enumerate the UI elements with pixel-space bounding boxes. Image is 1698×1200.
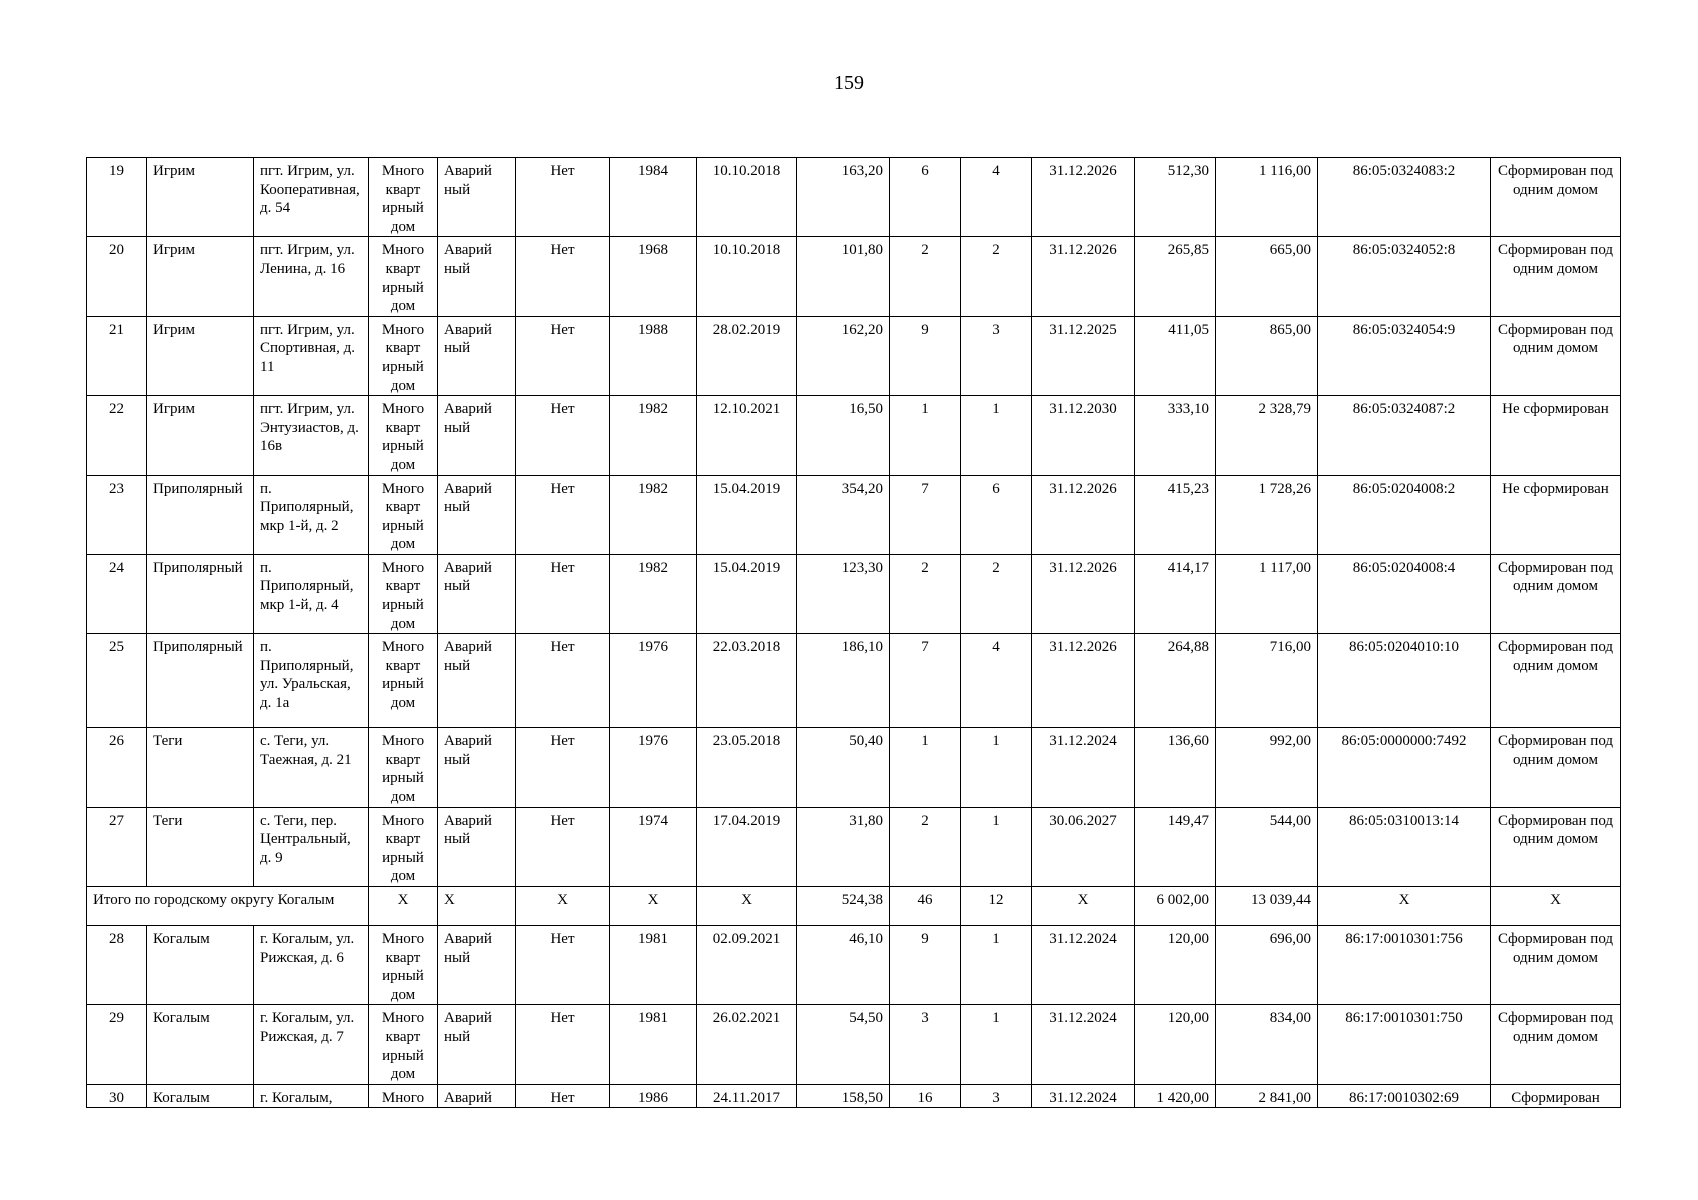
cell-house-type: Много кварт ирный дом <box>369 237 438 316</box>
cell-house-type: Много кварт ирный дом <box>369 807 438 886</box>
cell-status: Нет <box>516 475 610 554</box>
cell-recognition-date: X <box>697 887 797 926</box>
cell-apartments: 1 <box>961 396 1032 475</box>
cell-build-year: 1988 <box>610 316 697 395</box>
cell-status: Нет <box>516 1084 610 1107</box>
cell-cadastral-number: 86:05:0324083:2 <box>1318 158 1491 237</box>
cell-land-area: 414,17 <box>1135 554 1216 633</box>
cell-land-area: 6 002,00 <box>1135 887 1216 926</box>
cell-land-plot-status: Сформирован под одним домом <box>1491 316 1621 395</box>
cell-condition: Аварий <box>438 1084 516 1107</box>
cell-house-type: Много кварт ирный дом <box>369 728 438 807</box>
cell-deadline: 31.12.2026 <box>1032 475 1135 554</box>
cell-recognition-date: 24.11.2017 <box>697 1084 797 1107</box>
cell-address: пгт. Игрим, ул. Кооперативная, д. 54 <box>254 158 369 237</box>
cell-deadline: 31.12.2024 <box>1032 1084 1135 1107</box>
cell-house-type: Много кварт ирный дом <box>369 634 438 728</box>
cell-condition: Аварий ный <box>438 807 516 886</box>
cell-land-plot-status: Сформирован под одним домом <box>1491 807 1621 886</box>
cell-deadline: 31.12.2026 <box>1032 634 1135 728</box>
table-row <box>87 1084 1621 1107</box>
cell-status: Нет <box>516 634 610 728</box>
cell-deadline: 31.12.2026 <box>1032 158 1135 237</box>
cell-address: пгт. Игрим, ул. Ленина, д. 16 <box>254 237 369 316</box>
cell-recognition-date: 12.10.2021 <box>697 396 797 475</box>
cell-municipality: Приполярный <box>147 475 254 554</box>
cell-area: 158,50 <box>797 1084 890 1107</box>
cell-cost: 834,00 <box>1216 1005 1318 1084</box>
total-label: Итого по городскому округу Когалым <box>87 887 369 926</box>
cell-build-year: X <box>610 887 697 926</box>
cell-land-area: 149,47 <box>1135 807 1216 886</box>
cell-house-type: Много кварт ирный дом <box>369 158 438 237</box>
cell-land-plot-status: Не сформирован <box>1491 396 1621 475</box>
cell-municipality: Игрим <box>147 237 254 316</box>
cell-land-plot-status: X <box>1491 887 1621 926</box>
cell-row-number: 27 <box>87 807 147 886</box>
cell-recognition-date: 22.03.2018 <box>697 634 797 728</box>
cell-municipality: Приполярный <box>147 554 254 633</box>
cell-condition: Аварий ный <box>438 926 516 1005</box>
cell-deadline: 31.12.2024 <box>1032 1005 1135 1084</box>
cell-condition: Аварий ный <box>438 554 516 633</box>
cell-land-plot-status: Сформирован под одним домом <box>1491 554 1621 633</box>
cell-deadline: 31.12.2024 <box>1032 728 1135 807</box>
cell-cost: 2 328,79 <box>1216 396 1318 475</box>
cell-status: Нет <box>516 554 610 633</box>
cell-land-plot-status: Сформирован под одним домом <box>1491 1005 1621 1084</box>
cell-cost: 544,00 <box>1216 807 1318 886</box>
cell-condition: Аварий ный <box>438 1005 516 1084</box>
cell-land-area: 415,23 <box>1135 475 1216 554</box>
cell-apartments: 4 <box>961 158 1032 237</box>
cell-build-year: 1981 <box>610 926 697 1005</box>
cell-apartments: 1 <box>961 1005 1032 1084</box>
cell-condition: Аварий ный <box>438 475 516 554</box>
cell-cost: 1 117,00 <box>1216 554 1318 633</box>
cell-residents: 2 <box>890 554 961 633</box>
cell-recognition-date: 17.04.2019 <box>697 807 797 886</box>
cell-municipality: Теги <box>147 728 254 807</box>
cell-address: п. Приполярный, мкр 1-й, д. 2 <box>254 475 369 554</box>
cell-area: 524,38 <box>797 887 890 926</box>
cell-area: 101,80 <box>797 237 890 316</box>
cell-condition: Аварий ный <box>438 158 516 237</box>
cell-residents: 9 <box>890 316 961 395</box>
cell-status: X <box>516 887 610 926</box>
cell-deadline: 31.12.2030 <box>1032 396 1135 475</box>
cell-row-number: 23 <box>87 475 147 554</box>
cell-area: 50,40 <box>797 728 890 807</box>
cell-land-area: 265,85 <box>1135 237 1216 316</box>
cell-residents: 3 <box>890 1005 961 1084</box>
cell-cadastral-number: 86:05:0310013:14 <box>1318 807 1491 886</box>
cell-recognition-date: 02.09.2021 <box>697 926 797 1005</box>
cell-address: г. Когалым, <box>254 1084 369 1107</box>
cell-land-area: 120,00 <box>1135 1005 1216 1084</box>
cell-municipality: Теги <box>147 807 254 886</box>
cell-municipality: Приполярный <box>147 634 254 728</box>
cell-area: 46,10 <box>797 926 890 1005</box>
cell-area: 163,20 <box>797 158 890 237</box>
cell-cost: 1 116,00 <box>1216 158 1318 237</box>
cell-condition: Аварий ный <box>438 237 516 316</box>
cell-residents: 9 <box>890 926 961 1005</box>
cell-build-year: 1982 <box>610 554 697 633</box>
cell-address: г. Когалым, ул. Рижская, д. 7 <box>254 1005 369 1084</box>
cell-area: 31,80 <box>797 807 890 886</box>
cell-cost: 992,00 <box>1216 728 1318 807</box>
cell-residents: 7 <box>890 475 961 554</box>
cell-land-plot-status: Сформирован под одним домом <box>1491 634 1621 728</box>
cell-house-type: Много кварт ирный дом <box>369 316 438 395</box>
cell-land-area: 264,88 <box>1135 634 1216 728</box>
cell-apartments: 1 <box>961 807 1032 886</box>
cell-cadastral-number: 86:05:0204008:2 <box>1318 475 1491 554</box>
cell-area: 54,50 <box>797 1005 890 1084</box>
cell-condition: X <box>438 887 516 926</box>
table-row <box>87 237 1621 316</box>
cell-area: 16,50 <box>797 396 890 475</box>
cell-cadastral-number: 86:17:0010301:756 <box>1318 926 1491 1005</box>
cell-build-year: 1984 <box>610 158 697 237</box>
cell-build-year: 1982 <box>610 396 697 475</box>
table-row <box>87 728 1621 807</box>
cell-status: Нет <box>516 396 610 475</box>
cell-land-plot-status: Не сформирован <box>1491 475 1621 554</box>
cell-row-number: 19 <box>87 158 147 237</box>
cell-residents: 6 <box>890 158 961 237</box>
table-row <box>87 475 1621 554</box>
cell-build-year: 1974 <box>610 807 697 886</box>
cell-house-type: Много кварт ирный дом <box>369 554 438 633</box>
total-row <box>87 887 1621 926</box>
cell-land-plot-status: Сформирован <box>1491 1084 1621 1107</box>
cell-residents: 2 <box>890 807 961 886</box>
table-row <box>87 316 1621 395</box>
cell-house-type: Много кварт ирный дом <box>369 396 438 475</box>
cell-recognition-date: 15.04.2019 <box>697 475 797 554</box>
cell-residents: 16 <box>890 1084 961 1107</box>
cell-area: 123,30 <box>797 554 890 633</box>
cell-cadastral-number: 86:05:0000000:7492 <box>1318 728 1491 807</box>
cell-recognition-date: 10.10.2018 <box>697 158 797 237</box>
cell-row-number: 29 <box>87 1005 147 1084</box>
cell-recognition-date: 26.02.2021 <box>697 1005 797 1084</box>
cell-address: пгт. Игрим, ул. Спортивная, д. 11 <box>254 316 369 395</box>
cell-apartments: 1 <box>961 926 1032 1005</box>
cell-land-plot-status: Сформирован под одним домом <box>1491 728 1621 807</box>
cell-cadastral-number: X <box>1318 887 1491 926</box>
cell-area: 162,20 <box>797 316 890 395</box>
page-number: 159 <box>834 72 864 94</box>
cell-status: Нет <box>516 237 610 316</box>
cell-row-number: 28 <box>87 926 147 1005</box>
cell-row-number: 20 <box>87 237 147 316</box>
cell-residents: 1 <box>890 396 961 475</box>
cell-row-number: 25 <box>87 634 147 728</box>
cell-apartments: 2 <box>961 554 1032 633</box>
cell-cost: 665,00 <box>1216 237 1318 316</box>
cell-house-type: Много кварт ирный дом <box>369 475 438 554</box>
cell-condition: Аварий ный <box>438 316 516 395</box>
cell-cadastral-number: 86:05:0324054:9 <box>1318 316 1491 395</box>
cell-row-number: 21 <box>87 316 147 395</box>
cell-apartments: 3 <box>961 1084 1032 1107</box>
cell-land-area: 333,10 <box>1135 396 1216 475</box>
cell-municipality: Когалым <box>147 926 254 1005</box>
cell-apartments: 12 <box>961 887 1032 926</box>
cell-apartments: 3 <box>961 316 1032 395</box>
cell-cadastral-number: 86:05:0324052:8 <box>1318 237 1491 316</box>
cell-municipality: Игрим <box>147 158 254 237</box>
cell-apartments: 4 <box>961 634 1032 728</box>
cell-house-type: Много <box>369 1084 438 1107</box>
cell-status: Нет <box>516 316 610 395</box>
cell-build-year: 1968 <box>610 237 697 316</box>
cell-house-type: Много кварт ирный дом <box>369 926 438 1005</box>
cell-deadline: X <box>1032 887 1135 926</box>
cell-cost: 1 728,26 <box>1216 475 1318 554</box>
cell-residents: 46 <box>890 887 961 926</box>
cell-land-area: 411,05 <box>1135 316 1216 395</box>
cell-status: Нет <box>516 728 610 807</box>
cell-address: г. Когалым, ул. Рижская, д. 6 <box>254 926 369 1005</box>
cell-condition: Аварий ный <box>438 634 516 728</box>
cell-row-number: 22 <box>87 396 147 475</box>
cell-house-type: Много кварт ирный дом <box>369 1005 438 1084</box>
cell-land-plot-status: Сформирован под одним домом <box>1491 158 1621 237</box>
cell-row-number: 30 <box>87 1084 147 1107</box>
cell-deadline: 31.12.2026 <box>1032 237 1135 316</box>
cell-cost: 2 841,00 <box>1216 1084 1318 1107</box>
cell-land-area: 512,30 <box>1135 158 1216 237</box>
cell-condition: Аварий ный <box>438 728 516 807</box>
cell-house-type: X <box>369 887 438 926</box>
cell-recognition-date: 15.04.2019 <box>697 554 797 633</box>
cell-address: пгт. Игрим, ул. Энтузиастов, д. 16в <box>254 396 369 475</box>
cell-residents: 7 <box>890 634 961 728</box>
cell-address: п. Приполярный, ул. Уральская, д. 1а <box>254 634 369 728</box>
cell-municipality: Игрим <box>147 316 254 395</box>
cell-cadastral-number: 86:05:0204010:10 <box>1318 634 1491 728</box>
cell-land-plot-status: Сформирован под одним домом <box>1491 237 1621 316</box>
cell-municipality: Игрим <box>147 396 254 475</box>
cell-status: Нет <box>516 926 610 1005</box>
table-row <box>87 396 1621 475</box>
cell-row-number: 24 <box>87 554 147 633</box>
cell-deadline: 31.12.2025 <box>1032 316 1135 395</box>
cell-recognition-date: 23.05.2018 <box>697 728 797 807</box>
cell-municipality: Когалым <box>147 1084 254 1107</box>
cell-deadline: 31.12.2024 <box>1032 926 1135 1005</box>
cell-build-year: 1982 <box>610 475 697 554</box>
cell-status: Нет <box>516 807 610 886</box>
cell-land-area: 1 420,00 <box>1135 1084 1216 1107</box>
cell-apartments: 6 <box>961 475 1032 554</box>
cell-area: 354,20 <box>797 475 890 554</box>
table-row <box>87 807 1621 886</box>
cell-cost: 865,00 <box>1216 316 1318 395</box>
cell-cadastral-number: 86:05:0324087:2 <box>1318 396 1491 475</box>
cell-land-area: 120,00 <box>1135 926 1216 1005</box>
cell-build-year: 1976 <box>610 634 697 728</box>
cell-recognition-date: 28.02.2019 <box>697 316 797 395</box>
cell-deadline: 31.12.2026 <box>1032 554 1135 633</box>
table-row <box>87 158 1621 237</box>
cell-build-year: 1976 <box>610 728 697 807</box>
cell-residents: 2 <box>890 237 961 316</box>
cell-cadastral-number: 86:05:0204008:4 <box>1318 554 1491 633</box>
cell-address: с. Теги, пер. Центральный, д. 9 <box>254 807 369 886</box>
cell-condition: Аварий ный <box>438 396 516 475</box>
cell-address: п. Приполярный, мкр 1-й, д. 4 <box>254 554 369 633</box>
cell-area: 186,10 <box>797 634 890 728</box>
cell-build-year: 1981 <box>610 1005 697 1084</box>
cell-status: Нет <box>516 158 610 237</box>
cell-municipality: Когалым <box>147 1005 254 1084</box>
table-row <box>87 926 1621 1005</box>
cell-recognition-date: 10.10.2018 <box>697 237 797 316</box>
housing-table <box>86 157 1621 1108</box>
cell-land-area: 136,60 <box>1135 728 1216 807</box>
cell-cost: 13 039,44 <box>1216 887 1318 926</box>
cell-deadline: 30.06.2027 <box>1032 807 1135 886</box>
cell-cost: 716,00 <box>1216 634 1318 728</box>
table-row <box>87 634 1621 728</box>
cell-cadastral-number: 86:17:0010301:750 <box>1318 1005 1491 1084</box>
cell-cadastral-number: 86:17:0010302:69 <box>1318 1084 1491 1107</box>
cell-cost: 696,00 <box>1216 926 1318 1005</box>
cell-row-number: 26 <box>87 728 147 807</box>
table-row <box>87 1005 1621 1084</box>
cell-apartments: 2 <box>961 237 1032 316</box>
cell-status: Нет <box>516 1005 610 1084</box>
cell-apartments: 1 <box>961 728 1032 807</box>
cell-address: с. Теги, ул. Таежная, д. 21 <box>254 728 369 807</box>
cell-build-year: 1986 <box>610 1084 697 1107</box>
cell-residents: 1 <box>890 728 961 807</box>
cell-land-plot-status: Сформирован под одним домом <box>1491 926 1621 1005</box>
table-row <box>87 554 1621 633</box>
